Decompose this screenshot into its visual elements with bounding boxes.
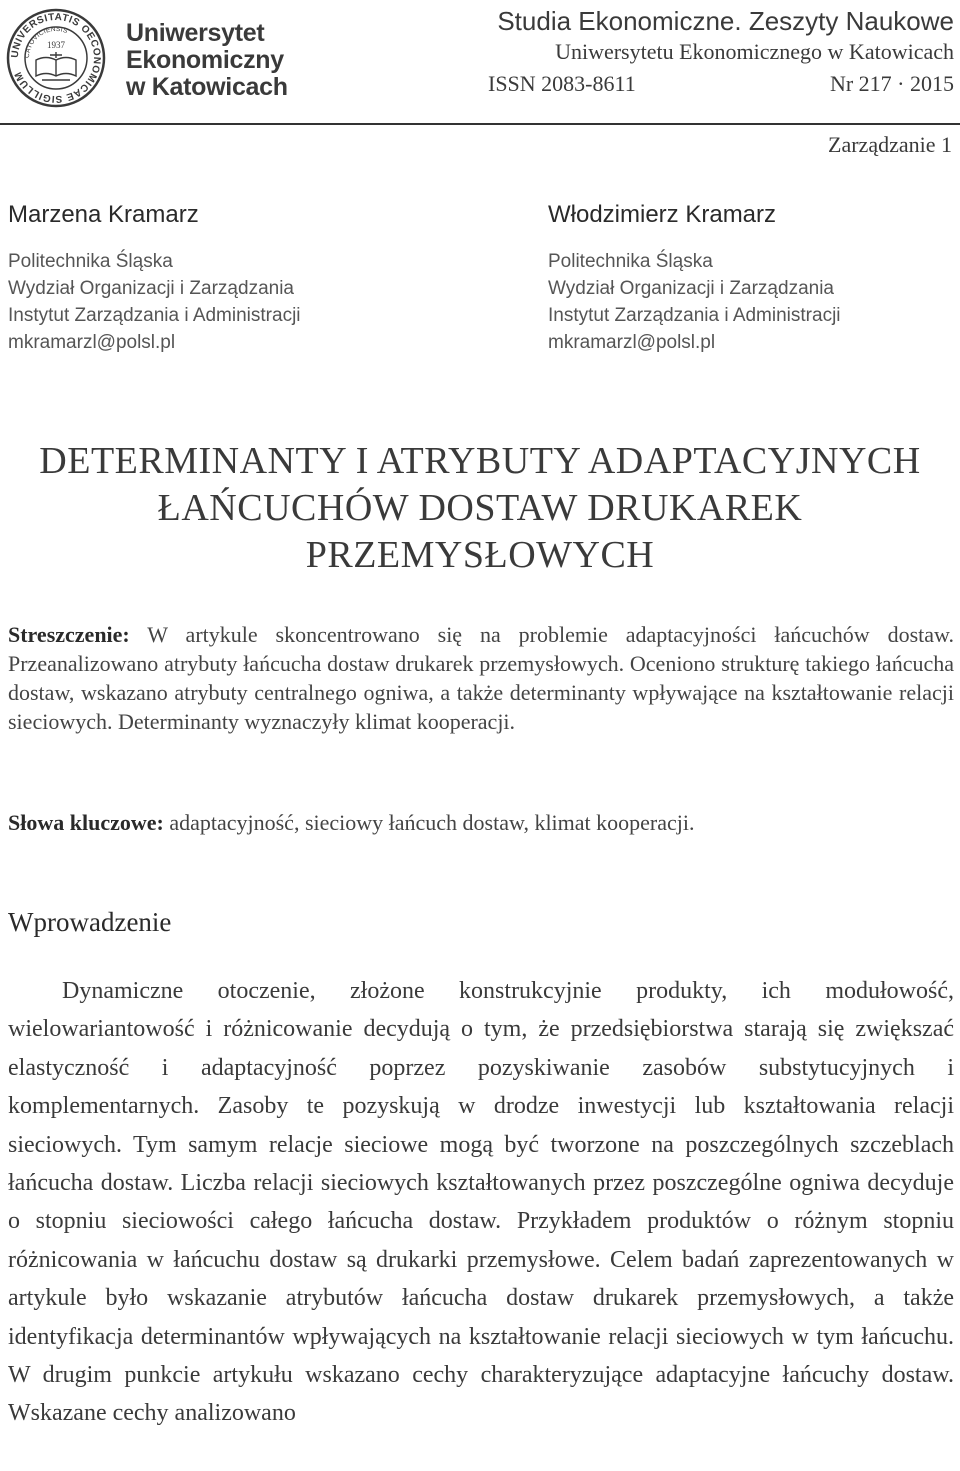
author-email: mkramarzl@polsl.pl <box>8 332 176 353</box>
author-affiliation-university: Politechnika Śląska <box>8 251 173 272</box>
page-header <box>0 0 960 124</box>
journal-title: Studia Ekonomiczne. Zeszyty Naukowe <box>497 6 954 36</box>
paper-title-line-1: DETERMINANTY I ATRYBUTY ADAPTACYJNYCH <box>39 440 921 482</box>
abstract <box>8 620 954 736</box>
author-affiliation-institute: Instytut Zarządzania i Administracji <box>548 305 841 326</box>
university-seal-logo <box>6 8 106 108</box>
keywords <box>8 808 954 837</box>
abstract-label: Streszczenie: <box>8 622 130 647</box>
keywords-label: Słowa kluczowe: <box>8 810 164 835</box>
author-name: Marzena Kramarz <box>8 201 199 228</box>
keywords-text: adaptacyjność, sieciowy łańcuch dostaw, klimat kooperacji. <box>163 810 695 835</box>
journal-publisher: Uniwersytetu Ekonomicznego w Katowicach <box>555 39 954 64</box>
section-heading-introduction: Wprowadzenie <box>8 907 172 937</box>
author-block-1 <box>8 198 408 356</box>
journal-info <box>488 4 954 102</box>
abstract-text: W artykule skoncentrowano się na problemie adaptacyjności łańcuchów dostaw. Przeanalizowano atrybuty łańcucha dostaw drukarek przemysłowych. Oceniono strukturę takiego łańcucha dostaw, wskazano atrybuty centralnego ogniwa, a także determinanty wpływające na kształtowanie relacji sieciowych. Determinanty wyznaczyły klimat kooperacji. <box>8 622 954 734</box>
journal-issn: ISSN 2083-8611 <box>488 71 636 96</box>
seal-year: 1937 <box>47 40 65 50</box>
author-block-2 <box>548 198 948 356</box>
header-divider <box>0 123 960 125</box>
open-book-icon <box>36 52 76 80</box>
author-affiliation-faculty: Wydział Organizacji i Zarządzania <box>548 278 834 299</box>
introduction-paragraph: Dynamiczne otoczenie, złożone konstrukcyjnie produkty, ich modułowość, wielowariantowość i różnicowanie decydują o tym, że przedsiębiorstwa starają się zwiększać elastyczność i adaptacyjność poprzez pozyskiwanie zasobów substytucyjnych i komplementarnych. Zasoby te pozyskują w drodze inwestycji lub kształtowania relacji sieciowych. Tym samym relacje sieciowe mogą być tworzone na poszczególnych szczeblach łańcucha dostaw. Liczba relacji sieciowych kształtowanych przez poszczególne ogniwa decyduje o stopniu sieciowości całego łańcucha dostaw. Przykładem produktów o różnym stopniu różnicowania w łańcuchu dostaw są drukarki przemysłowe. Celem badań zaprezentowanych w artykule było wskazanie atrybutów łańcucha dostaw drukarek przemysłowych, a także identyfikacja determinantów wpływających na kształtowanie relacji sieciowych w tym łańcuchu. W drugim punkcie artykułu wskazano cechy charakteryzujące adaptacyjne łańcuchy dostaw. Wskazane cechy analizowano <box>8 978 954 1427</box>
university-name <box>126 20 288 101</box>
university-name-line-1: Uniwersytet <box>126 19 265 47</box>
seal-inner-text: CATOVICIENSIS <box>23 25 69 59</box>
section-label: Zarządzanie 1 <box>828 132 952 157</box>
seal-ring-text: UNIVERSITATIS OECONOMICAE SIGILLUM <box>9 11 103 105</box>
author-name: Włodzimierz Kramarz <box>548 201 777 228</box>
paper-title-line-2: ŁAŃCUCHÓW DOSTAW DRUKAREK <box>157 487 803 529</box>
author-affiliation-university: Politechnika Śląska <box>548 251 713 272</box>
author-affiliation-faculty: Wydział Organizacji i Zarządzania <box>8 278 294 299</box>
journal-issue-line <box>488 66 954 102</box>
university-name-line-3: w Katowicach <box>126 73 288 101</box>
svg-text:UNIVERSITATIS OECONOMICAE SIGI <box>10 12 102 104</box>
paper-title <box>0 438 960 579</box>
university-name-line-2: Ekonomiczny <box>126 46 284 74</box>
author-affiliation-institute: Instytut Zarządzania i Administracji <box>8 305 301 326</box>
paper-title-line-3: PRZEMYSŁOWYCH <box>305 534 655 576</box>
author-email: mkramarzl@polsl.pl <box>548 332 716 353</box>
journal-issue: Nr 217 · 2015 <box>829 71 954 96</box>
